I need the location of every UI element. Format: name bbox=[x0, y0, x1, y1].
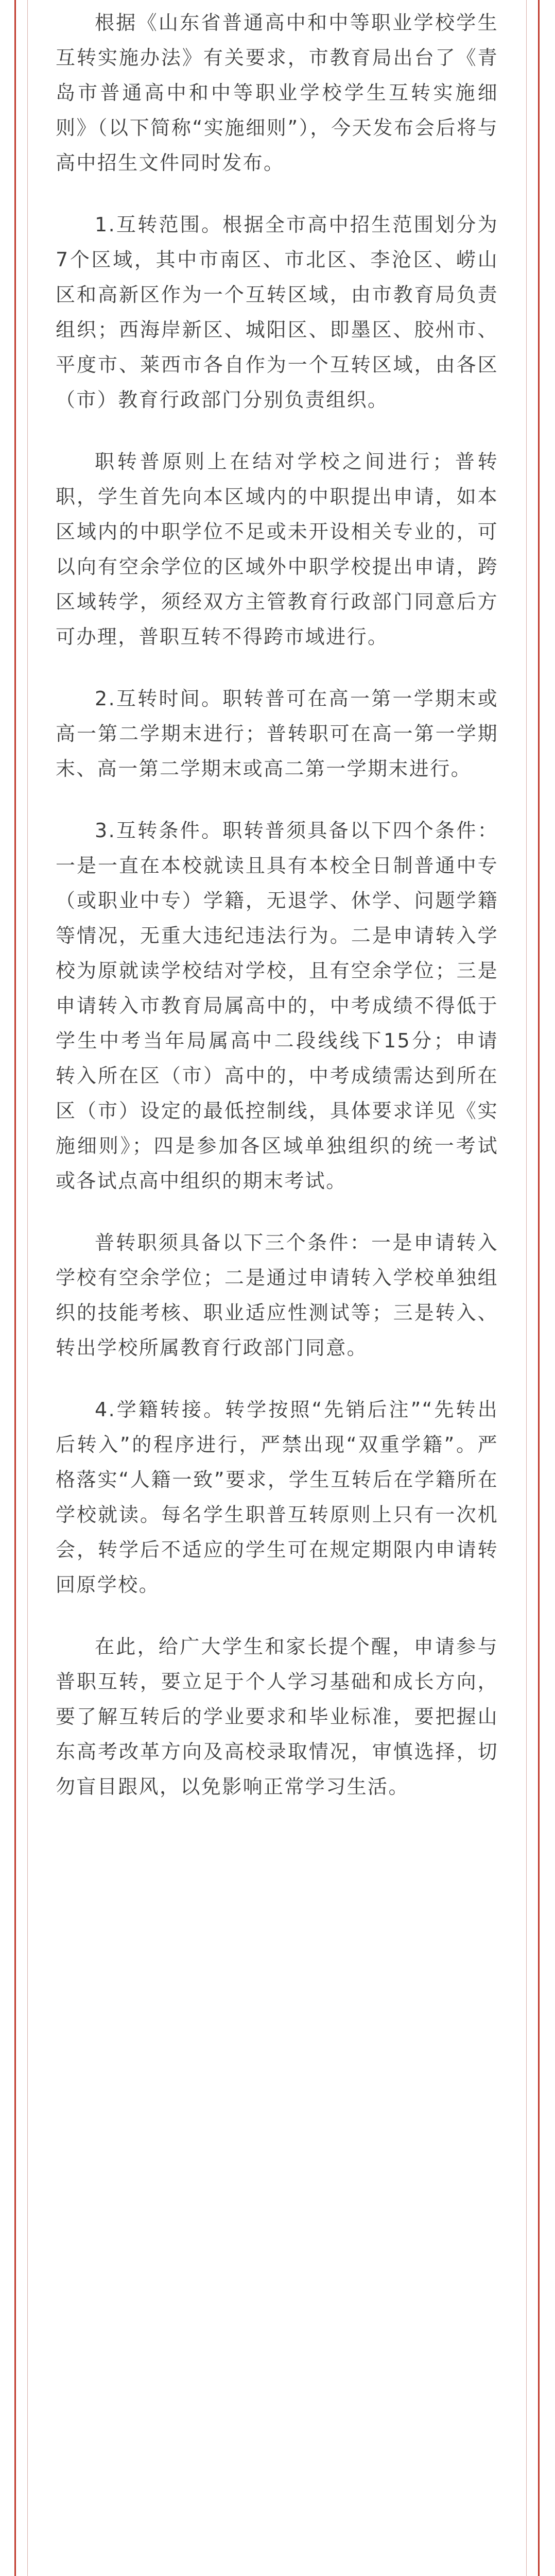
paragraph-intro: 根据《山东省普通高中和中等职业学校学生互转实施办法》有关要求，市教育局出台了《青岛市普通高中和中等职业学校学生互转实施细则》（以下简称“实施细则”），今天发布会后将与高中招生文件同时发布。 bbox=[56, 11, 498, 174]
paragraph-transfer-scope: 1.互转范围。根据全市高中招生范围划分为7个区域，其中市南区、市北区、李沧区、崂山区和高新区作为一个互转区域，由市教育局负责组织；西海岸新区、城阳区、即墨区、胶州市、平度市、莱西市各自作为一个互转区域，由各区（市）教育行政部门分别负责组织。 bbox=[56, 213, 498, 411]
paragraph-transfer-time: 2.互转时间。职转普可在高一第一学期末或高一第二学期末进行；普转职可在高一第一学期末、高一第二学期末或高二第一学期末进行。 bbox=[56, 687, 498, 780]
paragraph-enrollment-transfer: 4.学籍转接。转学按照“先销后注”“先转出后转入”的程序进行，严禁出现“双重学籍”。严格落实“人籍一致”要求，学生互转后在学籍所在学校就读。每名学生职普互转原则上只有一次机会，转学后不适应的学生可在规定期限内申请转回原学校。 bbox=[56, 1398, 498, 1596]
article-frame bbox=[14, 0, 540, 2576]
article-body bbox=[27, 0, 527, 2576]
paragraph-transfer-principles: 职转普原则上在结对学校之间进行；普转职，学生首先向本区域内的中职提出申请，如本区域内的中职学位不足或未开设相关专业的，可以向有空余学位的区域外中职学校提出申请，跨区域转学，须经双方主管教育行政部门同意后方可办理，普职互转不得跨市域进行。 bbox=[56, 450, 498, 648]
paragraph-general-to-vocational-conditions: 普转职须具备以下三个条件：一是申请转入学校有空余学位；二是通过申请转入学校单独组织的技能考核、职业适应性测试等；三是转入、转出学校所属教育行政部门同意。 bbox=[56, 1231, 498, 1359]
paragraph-reminder: 在此，给广大学生和家长提个醒，申请参与普职互转，要立足于个人学习基础和成长方向，要了解互转后的学业要求和毕业标准，要把握山东高考改革方向及高校录取情况，审慎选择，切勿盲目跟风，以免影响正常学习生活。 bbox=[56, 1635, 498, 1798]
paragraph-transfer-conditions: 3.互转条件。职转普须具备以下四个条件：一是一直在本校就读且具有本校全日制普通中专（或职业中专）学籍，无退学、休学、问题学籍等情况，无重大违纪违法行为。二是申请转入学校为原就读学校结对学校，且有空余学位；三是申请转入市教育局属高中的，中考成绩不得低于学生中考当年局属高中二段线线下15分；申请转入所在区（市）高中的，中考成绩需达到所在区（市）设定的最低控制线，具体要求详见《实施细则》；四是参加各区域单独组织的统一考试或各试点高中组织的期末考试。 bbox=[56, 819, 498, 1192]
